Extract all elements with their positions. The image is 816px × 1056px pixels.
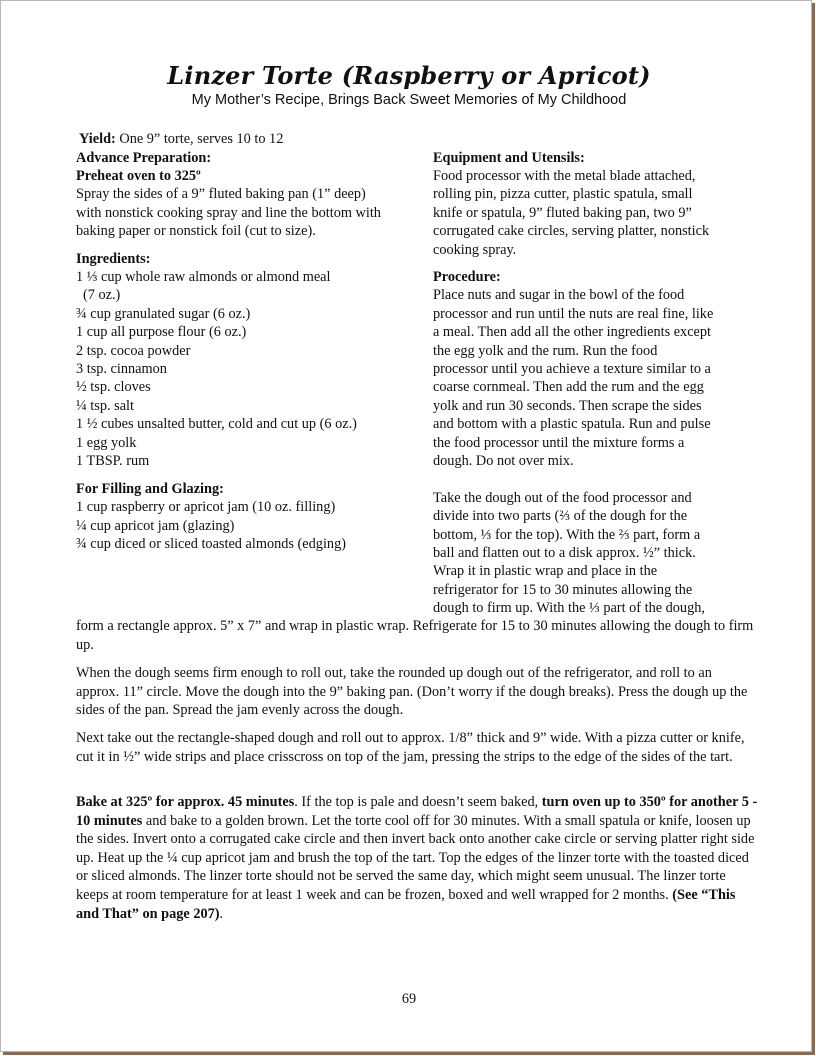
oven-up-text: turn oven up to 350º for another 5 - 10 minutes <box>76 794 758 829</box>
procedure-line: Take the dough out of the food processor and <box>433 490 692 506</box>
procedure-line: Place nuts and sugar in the bowl of the food <box>433 287 685 303</box>
paragraph-text: . If the top is pale and doesn’t seem baked, <box>294 794 542 810</box>
recipe-subtitle: My Mother’s Recipe, Brings Back Sweet Memories of My Childhood <box>191 92 627 108</box>
paragraph-text: Next take out the rectangle-shaped dough and roll out to approx. 1/8” thick and 9” wide. With a pizza cutter or knife, cut it in ½” wide strips and place crisscross on top of the jam, pressing the strips to the edge of the sides of the tart. <box>76 730 745 765</box>
recipe-title: Linzer Torte (Raspberry or Apricot) <box>167 61 651 90</box>
yield-text: One 9” torte, serves 10 to 12 <box>119 131 284 147</box>
procedure-paragraph <box>76 664 756 720</box>
procedure-line: the egg yolk and the rum. Run the food <box>433 343 658 359</box>
ingredient-item: ½ tsp. cloves <box>76 379 151 395</box>
equipment-line: cooking spray. <box>433 242 517 258</box>
bake-temp-text: Bake at 325º for approx. 45 minutes <box>76 794 295 810</box>
procedure-paragraph <box>76 617 756 654</box>
paragraph-text: . <box>219 905 224 922</box>
ingredient-item: ¼ tsp. salt <box>76 398 134 414</box>
filling-item: ¼ cup apricot jam (glazing) <box>76 518 235 534</box>
procedure-line: coarse cornmeal. Then add the rum and the egg <box>433 379 704 395</box>
advance-heading: Advance Preparation: <box>76 150 212 166</box>
procedure-heading: Procedure: <box>433 269 501 285</box>
procedure-line: yolk and run 30 seconds. Then scrape the sides <box>433 398 702 414</box>
equipment-heading: Equipment and Utensils: <box>433 150 585 166</box>
ingredient-item: 1 ½ cubes unsalted butter, cold and cut up (6 oz.) <box>76 416 357 432</box>
ingredient-item: 1 TBSP. rum <box>76 453 150 469</box>
procedure-line: dough to firm up. With the ⅓ part of the dough, <box>433 600 705 616</box>
paragraph-text: and bake to a golden brown. Let the torte cool off for 30 minutes. With a small spatula or knife, loosen up the sides. Invert onto a corrugated cake circle and then invert back onto another cake circle or serving platter right side up. Heat up the ¼ cup apricot jam and brush the top of the tart. Top the edges of the linzer torte with the toasted diced or sliced almonds. The linzer torte should not be served the same day, which might seem unusual. The linzer torte keeps at room temperature for at least 1 week and can be frozen, boxed and well wrapped for 2 months. <box>76 812 755 903</box>
procedure-line: ball and flatten out to a disk approx. ½” thick. <box>433 545 696 561</box>
filling-item: ¾ cup diced or sliced toasted almonds (edging) <box>76 536 346 552</box>
equipment-line: rolling pin, pizza cutter, plastic spatula, small <box>433 186 693 202</box>
ingredient-item: 1 cup all purpose flour (6 oz.) <box>76 324 247 340</box>
procedure-line: processor and run until the nuts are real fine, like <box>433 306 714 322</box>
procedure-line: processor until you achieve a texture similar to a <box>433 361 711 377</box>
procedure-line: a meal. Then add all the other ingredients except <box>433 324 712 340</box>
procedure-line: Wrap it in plastic wrap and place in the <box>433 563 658 579</box>
advance-line: Spray the sides of a 9” fluted baking pan (1” deep) <box>76 186 366 202</box>
filling-heading: For Filling and Glazing: <box>76 481 224 497</box>
ingredient-item: (7 oz.) <box>83 287 121 303</box>
yield-label: Yield: <box>79 131 116 147</box>
procedure-paragraph <box>76 729 756 766</box>
equipment-line: Food processor with the metal blade attached, <box>433 168 696 184</box>
page-number: 69 <box>401 991 417 1007</box>
ingredient-item: 1 ⅓ cup whole raw almonds or almond meal <box>76 269 331 285</box>
baking-paragraph <box>76 793 758 923</box>
ingredient-item: 3 tsp. cinnamon <box>76 361 167 377</box>
ingredient-item: ¾ cup granulated sugar (6 oz.) <box>76 306 251 322</box>
procedure-line: refrigerator for 15 to 30 minutes allowing the <box>433 582 693 598</box>
equipment-line: knife or spatula, 9” fluted baking pan, two 9” <box>433 205 692 221</box>
yield-line <box>79 130 283 148</box>
procedure-line: dough. Do not over mix. <box>433 453 574 469</box>
ingredient-item: 2 tsp. cocoa powder <box>76 343 191 359</box>
ingredients-heading: Ingredients: <box>76 251 151 267</box>
advance-line: baking paper or nonstick foil (cut to size). <box>76 223 316 239</box>
equipment-line: corrugated cake circles, serving platter, nonstick <box>433 223 710 239</box>
procedure-line: and bottom with a plastic spatula. Run and pulse <box>433 416 711 432</box>
ingredient-item: 1 egg yolk <box>76 435 137 451</box>
procedure-line: the food processor until the mixture forms a <box>433 435 685 451</box>
see-reference-text: (See “This and That” on page 207) <box>76 886 736 922</box>
procedure-line: divide into two parts (⅔ of the dough for the <box>433 508 688 524</box>
preheat-heading: Preheat oven to 325º <box>76 168 201 184</box>
filling-item: 1 cup raspberry or apricot jam (10 oz. filling) <box>76 499 336 515</box>
procedure-line: bottom, ⅓ for the top). With the ⅔ part, form a <box>433 527 701 543</box>
advance-line: with nonstick cooking spray and line the bottom with <box>76 205 381 221</box>
paragraph-text: form a rectangle approx. 5” x 7” and wrap in plastic wrap. Refrigerate for 15 to 30 minutes allowing the dough to firm up. <box>76 618 754 653</box>
paragraph-text: When the dough seems firm enough to roll out, take the rounded up dough out of the refrigerator, and roll to an approx. 11” circle. Move the dough into the 9” baking pan. (Don’t worry if the dough breaks). Press the dough up the sides of the pan. Spread the jam evenly across the dough. <box>76 665 748 719</box>
